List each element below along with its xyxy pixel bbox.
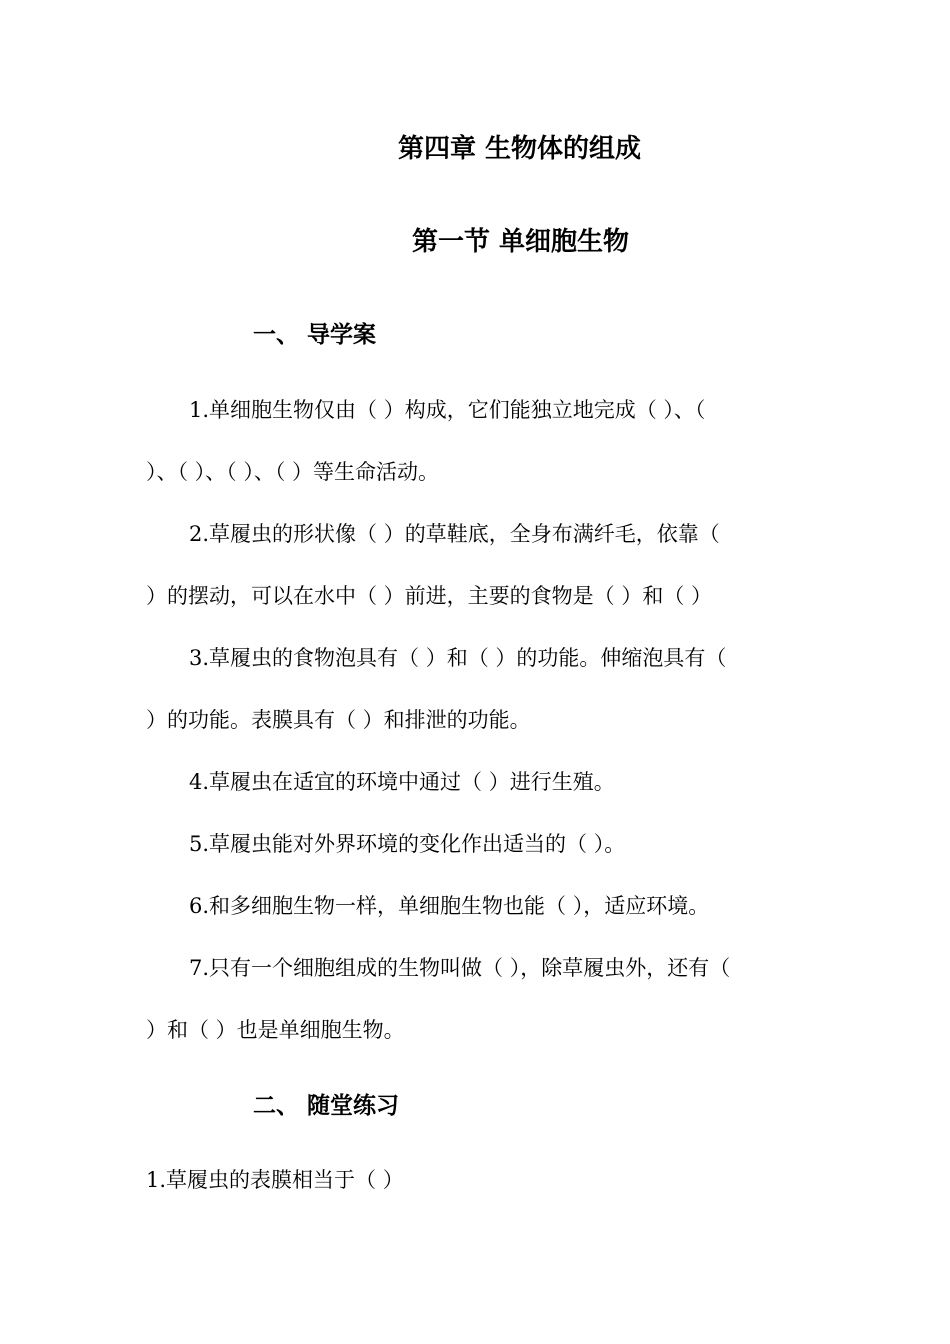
question-line: 2.草履虫的形状像（ ）的草鞋底，全身布满纤毛，依靠（ bbox=[189, 522, 720, 546]
part2-heading: 二、 随堂练习 bbox=[253, 1093, 400, 1119]
question-line: ）的摆动，可以在水中（ ）前进，主要的食物是（ ）和（ ） bbox=[146, 584, 713, 608]
question-line: 1.单细胞生物仅由（ ）构成，它们能独立地完成（ ）、（ bbox=[189, 398, 706, 422]
part1-heading: 一、 导学案 bbox=[253, 322, 377, 348]
section-title: 第一节 单细胞生物 bbox=[412, 227, 630, 257]
question-line: ）和（ ）也是单细胞生物。 bbox=[146, 1018, 405, 1042]
question-line: 3.草履虫的食物泡具有（ ）和（ ）的功能。伸缩泡具有（ bbox=[189, 646, 727, 670]
question-line: 5.草履虫能对外界环境的变化作出适当的（ ）。 bbox=[189, 832, 626, 856]
chapter-title: 第四章 生物体的组成 bbox=[398, 134, 642, 164]
question-line: ）的功能。表膜具有（ ）和排泄的功能。 bbox=[146, 708, 531, 732]
question-line: 4.草履虫在适宜的环境中通过（ ）进行生殖。 bbox=[189, 770, 615, 794]
question-line: ）、（ ）、（ ）、（ ）等生命活动。 bbox=[146, 460, 440, 484]
question-line: 6.和多细胞生物一样，单细胞生物也能（ ），适应环境。 bbox=[189, 894, 710, 918]
question-line: 7.只有一个细胞组成的生物叫做（ ），除草履虫外，还有（ bbox=[189, 956, 731, 980]
exercise-line: 1.草履虫的表膜相当于（ ） bbox=[146, 1168, 404, 1192]
